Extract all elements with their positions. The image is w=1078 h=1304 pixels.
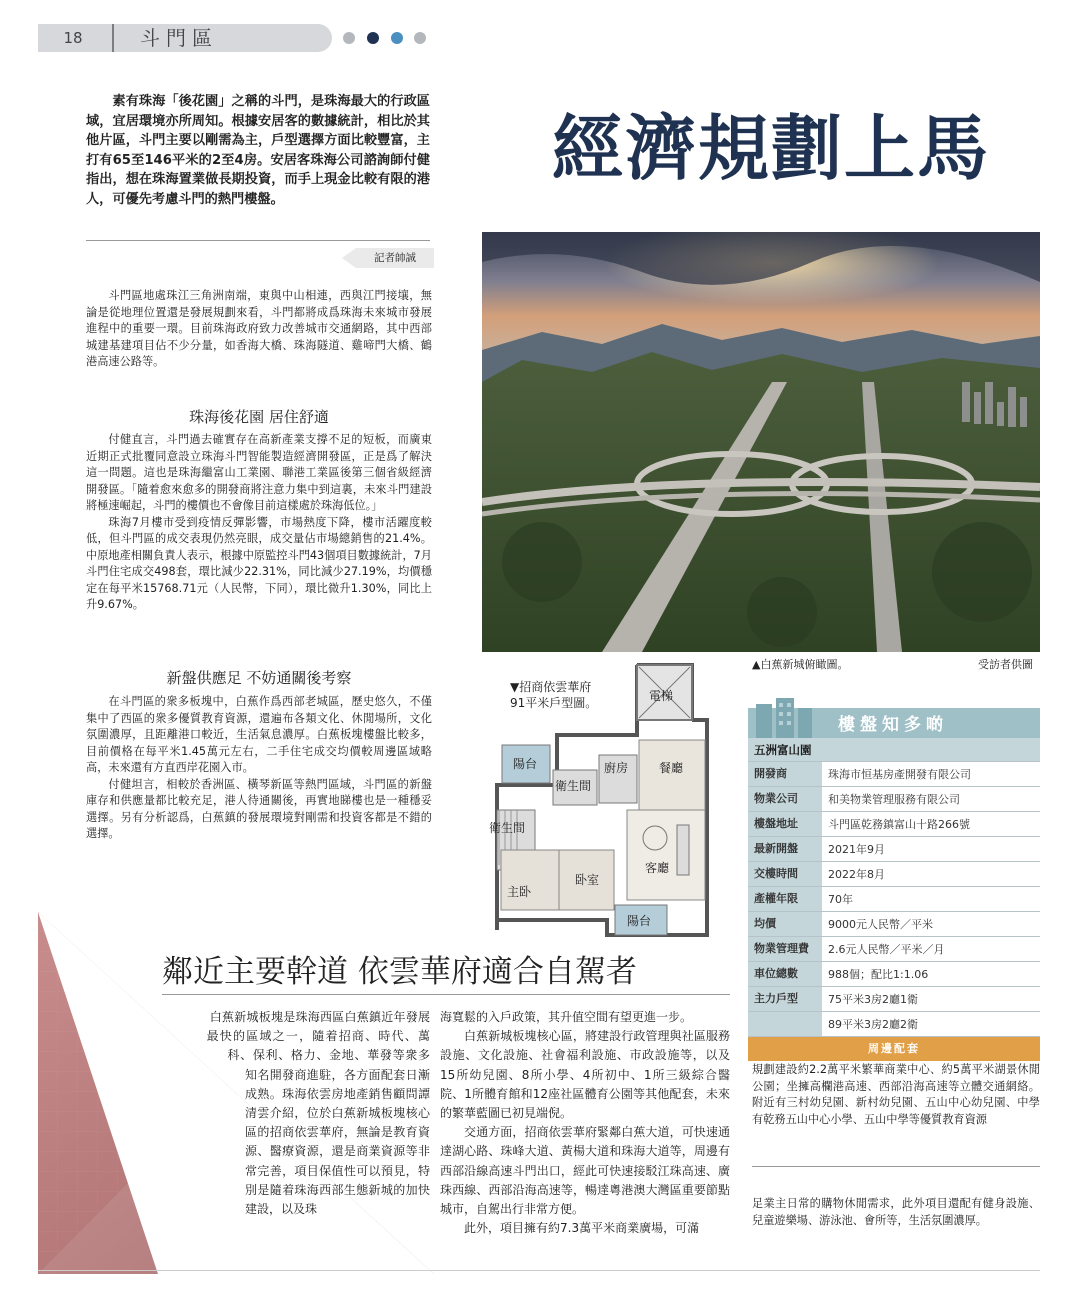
title2-divider (162, 994, 730, 995)
header-divider (112, 24, 114, 52)
paragraph: 付健直言，斗門過去確實存在高新產業支撐不足的短板，而廣東近期正式批覆同意設立珠海斗門智能製造經濟開發區，正是爲了解決這一問題。這也是珠海繼富山工業園、聯港工業區後第三個省級經濟開發區。「隨着愈來愈多的開發商將注意力集中到這裏，未來斗門建設將極速崛起，斗門的樓價也不會像目前這樣處於珠海低位。」 (86, 433, 432, 512)
reporter-byline: 記者帥誠 (356, 248, 434, 268)
infobox-value: 2.6元人民幣／平米／月 (828, 943, 945, 956)
extra-text: 足業主日常的購物休閒需求，此外項目還配有健身設施、兒童遊樂場、游泳池、會所等，生活氛圍濃厚。 (752, 1197, 1040, 1227)
paragraph: 白蕉新城板塊核心區，將建設行政管理與社區服務設施、文化設施、社會福利設施、市政設施等，以及15所幼兒園、8所小學、4所初中、1所三級綜合醫院、1所體育館和12座社區體育公園等其他配套，未來的繁華藍圖已初見端倪。 (440, 1029, 730, 1121)
infobox-row (748, 912, 1040, 937)
infobox-row (748, 837, 1040, 862)
infobox-row (748, 1012, 1040, 1037)
room-label: 主卧 (507, 885, 532, 899)
infobox-key: 開發商 (748, 762, 822, 786)
paragraph: 斗門區地處珠江三角洲南端，東與中山相連，西與江門接壤，無論是從地理位置還是發展規劃來看，斗門都將成爲珠海未來城市發展進程中的重要一環。目前珠海政府致力改善城市交通網路，其中西部城建基建項目佔不少分量，如香海大橋、珠海隧道、雞啼門大橋、鶴港高速公路等。 (86, 289, 432, 368)
section-name: 斗門區 (140, 26, 218, 50)
main-title: 經濟規劃上馬 (552, 106, 991, 190)
photo-caption: ▲白蕉新城俯瞰圖。 (752, 658, 849, 671)
lead-text: 素有珠海「後花園」之稱的斗門，是珠海最大的行政區域，宜居環境亦所周知。根據安居客的數據統計，相比於其他片區，斗門主要以剛需為主，戶型選擇方面比較豐富，主打有65至146平米的2至4房。安居客珠海公司諮詢師付健指出，想在珠海置業做長期投資，而手上現金比較有限的港人，可優先考慮斗門的熱門樓盤。 (86, 94, 430, 207)
room-label: 陽台 (513, 757, 538, 771)
header-dot (391, 32, 403, 44)
floorplan (487, 660, 732, 938)
infobox-key: 交樓時間 (748, 862, 822, 886)
infobox-rows (748, 762, 1040, 1037)
paragraph: 此外，項目擁有約7.3萬平米商業廣場，可滿 (464, 1221, 700, 1236)
infobox-row (748, 887, 1040, 912)
article2-col2 (440, 1008, 730, 1238)
room-label: 陽台 (627, 914, 652, 928)
infobox-row (748, 862, 1040, 887)
infobox-key: 均價 (748, 912, 822, 936)
infobox-row (748, 787, 1040, 812)
infobox-row (748, 937, 1040, 962)
lead-divider (86, 240, 430, 241)
page-bottom-rule (38, 1270, 1040, 1271)
infobox-value: 珠海市恒基房產開發有限公司 (828, 768, 971, 781)
paragraph: 珠海7月樓市受到疫情反彈影響，市場熱度下降，樓市活躍度較低，但斗門區的成交表現仍然亮眼，成交量佔市場總銷售的21.4%。中原地產相關負責人表示，根據中原監控斗門43個項目數據統計，7月斗門住宅成交498套，環比減少22.31%，同比減少27.19%，均價穩定在每平米15768.71元（人民幣，下同），環比微升1.30%，同比上升9.67%。 (86, 515, 432, 611)
floorplan-drawing (487, 660, 732, 938)
aerial-photo (482, 232, 1040, 652)
room-label: 餐廳 (659, 761, 684, 775)
infobox-value: 75平米3房2廳1衛 (828, 993, 918, 1006)
infobox-header (748, 698, 1040, 762)
room-label: 衛生間 (555, 779, 592, 793)
photo-credit: 受訪者供圖 (978, 658, 1033, 671)
infobox-key: 物業公司 (748, 787, 822, 811)
paragraph: 交通方面，招商依雲華府緊鄰白蕉大道，可快速通達湖心路、珠峰大道、黃楊大道和珠海大道等，周邊有西部沿線高速斗門出口，經此可快速接駁江珠高速、廣珠西線、西部沿海高速等，暢達粵港澳大灣區重要節點城市，自駕出行非常方便。 (440, 1125, 730, 1217)
paragraph: 付健坦言，相較於香洲區、橫琴新區等熱門區域，斗門區的新盤庫存和供應量都比較充足，港人待通關後，再實地睇樓也是一種穩妥選擇。另有分析認爲，白蕉鎮的發展環境對剛需和投資客都是不錯的選擇。 (86, 777, 432, 840)
infobox-value: 89平米3房2廳2衛 (828, 1018, 918, 1031)
room-label: 客廳 (645, 861, 670, 875)
room-label: 廚房 (604, 761, 629, 775)
page-number: 18 (63, 29, 83, 47)
room-label: 衛生間 (489, 821, 526, 835)
floorplan-caption-line1: ▼招商依雲華府 (510, 680, 592, 694)
aerial-photo-illustration (482, 232, 1040, 652)
infobox-value: 斗門區乾務鎮富山十路266號 (828, 818, 970, 831)
infobox-key: 主力戶型 (748, 987, 822, 1011)
paragraph: 海寬鬆的入戶政策，其升值空間有望更進一步。 (440, 1010, 693, 1024)
section3-body (86, 694, 432, 843)
room-label: 卧室 (575, 873, 600, 887)
paragraph: 在斗門區的衆多板塊中，白蕉作爲西部老城區，歷史悠久，不僅集中了西區的衆多優質教育資源，還遍布各類文化、休閒場所，文化氛圍濃厚，且距離港口較近，生活氣息濃厚。白蕉板塊樓盤比較多，目前價格在每平米1.45萬元左右，二手住宅成交均價較周邊區域略高，未來還有方直西岸花園入市。 (86, 695, 432, 774)
infobox-value: 和美物業管理服務有限公司 (828, 793, 960, 806)
paragraph: 白蕉新城板塊是珠海西區白蕉鎮近年發展最快的區域之一，隨着招商、時代、萬科、保利、格力、金地、華發等衆多知名開發商進駐，各方面配套日漸成熟。珠海依雲房地產銷售顧問譚清雲介紹，位於白蕉新城板塊核心區的招商依雲華府，無論是教育資源、醫療資源，還是商業資源等非常完善，項目保值性可以預見，特別是隨着珠海西部生態新城的加快建設，以及珠 (206, 1010, 430, 1217)
infobox-key (748, 1012, 822, 1036)
header-dot (367, 32, 379, 44)
property-infobox (748, 698, 1040, 1061)
article2-col1 (44, 1008, 430, 1248)
section1-body (86, 288, 432, 371)
infobox-title: 樓盤知多啲 (838, 715, 948, 735)
header-dot (343, 32, 355, 44)
subheading-1: 珠海後花園 居住舒適 (189, 408, 329, 426)
infobox-key: 產權年限 (748, 887, 822, 911)
infobox-value: 70年 (828, 893, 853, 906)
infobox-key: 樓盤地址 (748, 812, 822, 836)
facilities-text: 規劃建設約2.2萬平米繁華商業中心、約5萬平米湖景休閒公園；坐擁高欄港高速、西部沿海高速等立體交通網絡。附近有三村幼兒園、新村幼兒園、五山中心幼兒園、中學有乾務五山中心小學、五山中學等優質教育資源 (752, 1063, 1040, 1126)
infobox-row (748, 812, 1040, 837)
floorplan-caption-line2: 91平米戶型圖。 (510, 696, 598, 710)
article2-title: 鄰近主要幹道 依雲華府適合自駕者 (162, 954, 637, 990)
lead-paragraph (86, 92, 430, 209)
infobox-value: 2022年8月 (828, 868, 885, 881)
subheading-2: 新盤供應足 不妨通關後考察 (166, 669, 352, 687)
section2-body (86, 432, 432, 614)
infobox-key: 最新開盤 (748, 837, 822, 861)
infobox-value: 2021年9月 (828, 843, 885, 856)
facilities-divider (752, 1166, 1040, 1167)
infobox-project-name: 五洲富山園 (748, 738, 1040, 762)
infobox-row (748, 762, 1040, 787)
infobox-value: 988個；配比1:1.06 (828, 968, 929, 981)
infobox-value: 9000元人民幣／平米 (828, 918, 933, 931)
room-label: 電梯 (649, 689, 674, 703)
facilities-label-bar: 周邊配套 (748, 1037, 1040, 1061)
infobox-key: 物業管理費 (748, 937, 822, 961)
infobox-row (748, 962, 1040, 987)
header-dot (414, 32, 426, 44)
infobox-row (748, 987, 1040, 1012)
infobox-key: 車位總數 (748, 962, 822, 986)
